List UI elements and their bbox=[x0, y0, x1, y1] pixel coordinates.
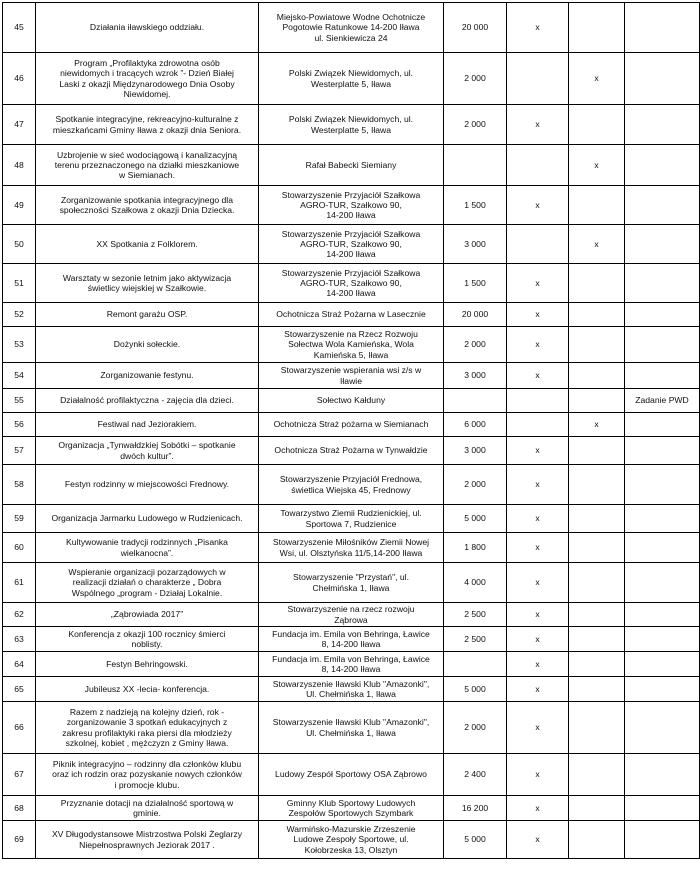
notes-cell bbox=[625, 821, 700, 859]
row-number-cell: 45 bbox=[3, 3, 36, 53]
mark-column-2-cell bbox=[569, 754, 625, 796]
mark-column-1-cell bbox=[507, 53, 569, 105]
amount-cell: 2 000 bbox=[444, 465, 507, 505]
mark-column-1-cell: x bbox=[507, 437, 569, 465]
task-name-cell: Organizacja „Tynwałdzkiej Sobótki – spotkanie dwóch kultur”. bbox=[36, 437, 259, 465]
mark-column-2-cell: x bbox=[569, 53, 625, 105]
task-name-cell: Spotkanie integracyjne, rekreacyjno-kulturalne z mieszkańcami Gminy Iława z okazji dnia Seniora. bbox=[36, 105, 259, 145]
mark-column-1-cell: x bbox=[507, 264, 569, 303]
organization-cell: Rafał Babecki Siemiany bbox=[259, 145, 444, 186]
notes-cell bbox=[625, 225, 700, 264]
amount-cell: 1 500 bbox=[444, 264, 507, 303]
organization-cell: Ochotnicza Straż Pożarna w Lasecznie bbox=[259, 303, 444, 327]
organization-cell: Stowarzyszenie "Przystań", ul. Chełmińska 1, Iława bbox=[259, 563, 444, 603]
task-name-cell: Festyn rodzinny w miejscowości Frednowy. bbox=[36, 465, 259, 505]
table-row bbox=[3, 186, 700, 225]
task-name-cell: Dożynki sołeckie. bbox=[36, 327, 259, 363]
row-number-cell: 63 bbox=[3, 627, 36, 652]
mark-column-1-cell bbox=[507, 145, 569, 186]
mark-column-2-cell: x bbox=[569, 145, 625, 186]
amount-cell: 5 000 bbox=[444, 821, 507, 859]
task-name-cell: Program „Profilaktyka zdrowotna osób niewidomych i tracących wzrok ”- Dzień Białej Laski z okazji Międzynarodowego Dnia Osoby Niewidomej. bbox=[36, 53, 259, 105]
amount-cell: 16 200 bbox=[444, 796, 507, 821]
table-row bbox=[3, 821, 700, 859]
mark-column-2-cell bbox=[569, 3, 625, 53]
mark-column-1-cell: x bbox=[507, 563, 569, 603]
amount-cell: 2 400 bbox=[444, 754, 507, 796]
row-number-cell: 47 bbox=[3, 105, 36, 145]
row-number-cell: 48 bbox=[3, 145, 36, 186]
table-row bbox=[3, 303, 700, 327]
mark-column-1-cell: x bbox=[507, 303, 569, 327]
notes-cell bbox=[625, 652, 700, 677]
table-row bbox=[3, 3, 700, 53]
notes-cell bbox=[625, 145, 700, 186]
notes-cell bbox=[625, 437, 700, 465]
mark-column-2-cell bbox=[569, 821, 625, 859]
row-number-cell: 54 bbox=[3, 363, 36, 389]
mark-column-2-cell bbox=[569, 186, 625, 225]
row-number-cell: 66 bbox=[3, 702, 36, 754]
mark-column-1-cell: x bbox=[507, 702, 569, 754]
mark-column-2-cell bbox=[569, 677, 625, 702]
organization-cell: Polski Związek Niewidomych, ul. Westerplatte 5, Iława bbox=[259, 105, 444, 145]
notes-cell bbox=[625, 327, 700, 363]
organization-cell: Ochotnicza Straż pożarna w Siemianach bbox=[259, 413, 444, 437]
table-row bbox=[3, 627, 700, 652]
amount-cell: 2 000 bbox=[444, 702, 507, 754]
mark-column-2-cell bbox=[569, 363, 625, 389]
notes-cell: Zadanie PWD bbox=[625, 389, 700, 413]
table-row bbox=[3, 413, 700, 437]
task-name-cell: Kultywowanie tradycji rodzinnych „Pisanka wielkanocna”. bbox=[36, 533, 259, 563]
notes-cell bbox=[625, 303, 700, 327]
row-number-cell: 55 bbox=[3, 389, 36, 413]
organization-cell: Stowarzyszenie Przyjaciół Szałkowa AGRO-TUR, Szałkowo 90, 14-200 Iława bbox=[259, 186, 444, 225]
mark-column-1-cell: x bbox=[507, 796, 569, 821]
notes-cell bbox=[625, 702, 700, 754]
mark-column-2-cell bbox=[569, 264, 625, 303]
amount-cell: 5 000 bbox=[444, 505, 507, 533]
amount-cell: 3 000 bbox=[444, 437, 507, 465]
mark-column-2-cell bbox=[569, 505, 625, 533]
amount-cell bbox=[444, 652, 507, 677]
amount-cell: 3 000 bbox=[444, 363, 507, 389]
amount-cell: 4 000 bbox=[444, 563, 507, 603]
task-name-cell: Zorganizowanie spotkania integracyjnego dla społeczności Szałkowa z okazji Dnia Dziecka. bbox=[36, 186, 259, 225]
table-row bbox=[3, 754, 700, 796]
notes-cell bbox=[625, 186, 700, 225]
amount-cell: 6 000 bbox=[444, 413, 507, 437]
organization-cell: Stowarzyszenie na Rzecz Rozwoju Sołectwa Wola Kamieńska, Wola Kamieńska 5, Iława bbox=[259, 327, 444, 363]
notes-cell bbox=[625, 754, 700, 796]
table-row bbox=[3, 677, 700, 702]
organization-cell: Sołectwo Kałduny bbox=[259, 389, 444, 413]
mark-column-2-cell bbox=[569, 702, 625, 754]
notes-cell bbox=[625, 3, 700, 53]
organization-cell: Stowarzyszenie Przyjaciół Frednowa, świetlica Wiejska 45, Frednowy bbox=[259, 465, 444, 505]
mark-column-2-cell bbox=[569, 437, 625, 465]
row-number-cell: 58 bbox=[3, 465, 36, 505]
mark-column-1-cell: x bbox=[507, 505, 569, 533]
task-name-cell: Organizacja Jarmarku Ludowego w Rudzienicach. bbox=[36, 505, 259, 533]
amount-cell: 2 500 bbox=[444, 627, 507, 652]
organization-cell: Ludowy Zespół Sportowy OSA Ząbrowo bbox=[259, 754, 444, 796]
notes-cell bbox=[625, 796, 700, 821]
tasks-table bbox=[2, 2, 700, 859]
organization-cell: Stowarzyszenie Iławski Klub "Amazonki", Ul. Chełmińska 1, Iława bbox=[259, 702, 444, 754]
task-name-cell: Zorganizowanie festynu. bbox=[36, 363, 259, 389]
table-row bbox=[3, 264, 700, 303]
organization-cell: Stowarzyszenie na rzecz rozwoju Ząbrowa bbox=[259, 603, 444, 627]
mark-column-2-cell bbox=[569, 389, 625, 413]
row-number-cell: 53 bbox=[3, 327, 36, 363]
row-number-cell: 64 bbox=[3, 652, 36, 677]
notes-cell bbox=[625, 53, 700, 105]
task-name-cell: Piknik integracyjno – rodzinny dla członków klubu oraz ich rodzin oraz pozyskanie nowych członków i promocje klubu. bbox=[36, 754, 259, 796]
organization-cell: Gminny Klub Sportowy Ludowych Zespołów Sportowych Szymbark bbox=[259, 796, 444, 821]
row-number-cell: 57 bbox=[3, 437, 36, 465]
row-number-cell: 49 bbox=[3, 186, 36, 225]
mark-column-2-cell bbox=[569, 652, 625, 677]
organization-cell: Towarzystwo Ziemii Rudzienickiej, ul. Sportowa 7, Rudzienice bbox=[259, 505, 444, 533]
amount-cell: 20 000 bbox=[444, 3, 507, 53]
organization-cell: Stowarzyszenie Miłośników Ziemii Nowej Wsi, ul. Olsztyńska 11/5,14-200 Iława bbox=[259, 533, 444, 563]
task-name-cell: Razem z nadzieją na kolejny dzień, rok - zorganizowanie 3 spotkań edukacyjnych z zakresu profilaktyki raka piersi dla młodzieży szkolnej, kobiet , mężczyzn z Gminy Iława. bbox=[36, 702, 259, 754]
table-row bbox=[3, 389, 700, 413]
table-row bbox=[3, 796, 700, 821]
mark-column-1-cell: x bbox=[507, 821, 569, 859]
organization-cell: Ochotnicza Straż Pożarna w Tynwałdzie bbox=[259, 437, 444, 465]
table-row bbox=[3, 53, 700, 105]
notes-cell bbox=[625, 413, 700, 437]
amount-cell: 1 800 bbox=[444, 533, 507, 563]
row-number-cell: 56 bbox=[3, 413, 36, 437]
amount-cell: 3 000 bbox=[444, 225, 507, 264]
amount-cell: 2 000 bbox=[444, 105, 507, 145]
mark-column-1-cell: x bbox=[507, 363, 569, 389]
table-row bbox=[3, 327, 700, 363]
organization-cell: Stowarzyszenie Przyjaciół Szałkowa AGRO-TUR, Szałkowo 90, 14-200 Iława bbox=[259, 264, 444, 303]
mark-column-1-cell bbox=[507, 413, 569, 437]
amount-cell bbox=[444, 145, 507, 186]
row-number-cell: 50 bbox=[3, 225, 36, 264]
table-row bbox=[3, 225, 700, 264]
mark-column-2-cell bbox=[569, 465, 625, 505]
table-row bbox=[3, 505, 700, 533]
task-name-cell: Remont garażu OSP. bbox=[36, 303, 259, 327]
row-number-cell: 65 bbox=[3, 677, 36, 702]
task-name-cell: Konferencja z okazji 100 rocznicy śmierci noblisty. bbox=[36, 627, 259, 652]
organization-cell: Warmińsko-Mazurskie Zrzeszenie Ludowe Zespoły Sportowe, ul. Kołobrzeska 13, Olsztyn bbox=[259, 821, 444, 859]
table-row bbox=[3, 603, 700, 627]
mark-column-2-cell bbox=[569, 533, 625, 563]
row-number-cell: 52 bbox=[3, 303, 36, 327]
mark-column-2-cell: x bbox=[569, 413, 625, 437]
task-name-cell: Działalność profilaktyczna - zajęcia dla dzieci. bbox=[36, 389, 259, 413]
notes-cell bbox=[625, 563, 700, 603]
organization-cell: Miejsko-Powiatowe Wodne Ochotnicze Pogotowie Ratunkowe 14-200 Iława ul. Sienkiewicza 24 bbox=[259, 3, 444, 53]
amount-cell: 5 000 bbox=[444, 677, 507, 702]
amount-cell: 1 500 bbox=[444, 186, 507, 225]
mark-column-1-cell: x bbox=[507, 677, 569, 702]
table-row bbox=[3, 702, 700, 754]
table-row bbox=[3, 437, 700, 465]
mark-column-2-cell bbox=[569, 327, 625, 363]
notes-cell bbox=[625, 603, 700, 627]
task-name-cell: XV Długodystansowe Mistrzostwa Polski Żeglarzy Niepełnosprawnych Jeziorak 2017 . bbox=[36, 821, 259, 859]
task-name-cell: Działania iławskiego oddziału. bbox=[36, 3, 259, 53]
task-name-cell: Wspieranie organizacji pozarządowych w realizacji działań o charakterze „ Dobra Wspólnego „program - Działaj Lokalnie. bbox=[36, 563, 259, 603]
table-row bbox=[3, 563, 700, 603]
tasks-table-body bbox=[3, 3, 700, 859]
organization-cell: Polski Związek Niewidomych, ul. Westerplatte 5, Iława bbox=[259, 53, 444, 105]
mark-column-2-cell bbox=[569, 303, 625, 327]
notes-cell bbox=[625, 264, 700, 303]
notes-cell bbox=[625, 533, 700, 563]
row-number-cell: 59 bbox=[3, 505, 36, 533]
task-name-cell: „Ząbrowiada 2017” bbox=[36, 603, 259, 627]
task-name-cell: Festiwal nad Jeziorakiem. bbox=[36, 413, 259, 437]
mark-column-2-cell: x bbox=[569, 225, 625, 264]
mark-column-1-cell: x bbox=[507, 465, 569, 505]
mark-column-1-cell: x bbox=[507, 327, 569, 363]
mark-column-1-cell: x bbox=[507, 652, 569, 677]
notes-cell bbox=[625, 505, 700, 533]
amount-cell bbox=[444, 389, 507, 413]
amount-cell: 2 000 bbox=[444, 327, 507, 363]
notes-cell bbox=[625, 105, 700, 145]
task-name-cell: Jubileusz XX -lecia- konferencja. bbox=[36, 677, 259, 702]
table-row bbox=[3, 652, 700, 677]
amount-cell: 2 500 bbox=[444, 603, 507, 627]
mark-column-1-cell: x bbox=[507, 3, 569, 53]
organization-cell: Fundacja im. Emila von Behringa, Ławice 8, 14-200 Iława bbox=[259, 652, 444, 677]
mark-column-1-cell: x bbox=[507, 186, 569, 225]
notes-cell bbox=[625, 627, 700, 652]
table-row bbox=[3, 145, 700, 186]
row-number-cell: 67 bbox=[3, 754, 36, 796]
row-number-cell: 62 bbox=[3, 603, 36, 627]
notes-cell bbox=[625, 465, 700, 505]
mark-column-1-cell: x bbox=[507, 533, 569, 563]
mark-column-1-cell: x bbox=[507, 603, 569, 627]
task-name-cell: Przyznanie dotacji na działalność sportową w gminie. bbox=[36, 796, 259, 821]
mark-column-2-cell bbox=[569, 796, 625, 821]
table-row bbox=[3, 105, 700, 145]
mark-column-2-cell bbox=[569, 563, 625, 603]
row-number-cell: 46 bbox=[3, 53, 36, 105]
mark-column-1-cell: x bbox=[507, 105, 569, 145]
row-number-cell: 69 bbox=[3, 821, 36, 859]
organization-cell: Stowarzyszenie Iławski Klub "Amazonki", Ul. Chełmińska 1, Iława bbox=[259, 677, 444, 702]
notes-cell bbox=[625, 677, 700, 702]
row-number-cell: 68 bbox=[3, 796, 36, 821]
mark-column-1-cell: x bbox=[507, 754, 569, 796]
table-row bbox=[3, 363, 700, 389]
organization-cell: Stowarzyszenie wspierania wsi z/s w Iławie bbox=[259, 363, 444, 389]
mark-column-1-cell bbox=[507, 225, 569, 264]
mark-column-2-cell bbox=[569, 627, 625, 652]
row-number-cell: 51 bbox=[3, 264, 36, 303]
mark-column-1-cell bbox=[507, 389, 569, 413]
mark-column-2-cell bbox=[569, 603, 625, 627]
row-number-cell: 60 bbox=[3, 533, 36, 563]
table-row bbox=[3, 465, 700, 505]
organization-cell: Fundacja im. Emila von Behringa, Ławice 8, 14-200 Iława bbox=[259, 627, 444, 652]
amount-cell: 20 000 bbox=[444, 303, 507, 327]
mark-column-2-cell bbox=[569, 105, 625, 145]
task-name-cell: Uzbrojenie w sieć wodociągową i kanalizacyjną terenu przeznaczonego na działki mieszkaniowe w Siemianach. bbox=[36, 145, 259, 186]
task-name-cell: Festyn Behringowski. bbox=[36, 652, 259, 677]
table-row bbox=[3, 533, 700, 563]
notes-cell bbox=[625, 363, 700, 389]
mark-column-1-cell: x bbox=[507, 627, 569, 652]
task-name-cell: Warsztaty w sezonie letnim jako aktywizacja świetlicy wiejskiej w Szałkowie. bbox=[36, 264, 259, 303]
organization-cell: Stowarzyszenie Przyjaciół Szałkowa AGRO-TUR, Szałkowo 90, 14-200 Iława bbox=[259, 225, 444, 264]
task-name-cell: XX Spotkania z Folklorem. bbox=[36, 225, 259, 264]
amount-cell: 2 000 bbox=[444, 53, 507, 105]
row-number-cell: 61 bbox=[3, 563, 36, 603]
